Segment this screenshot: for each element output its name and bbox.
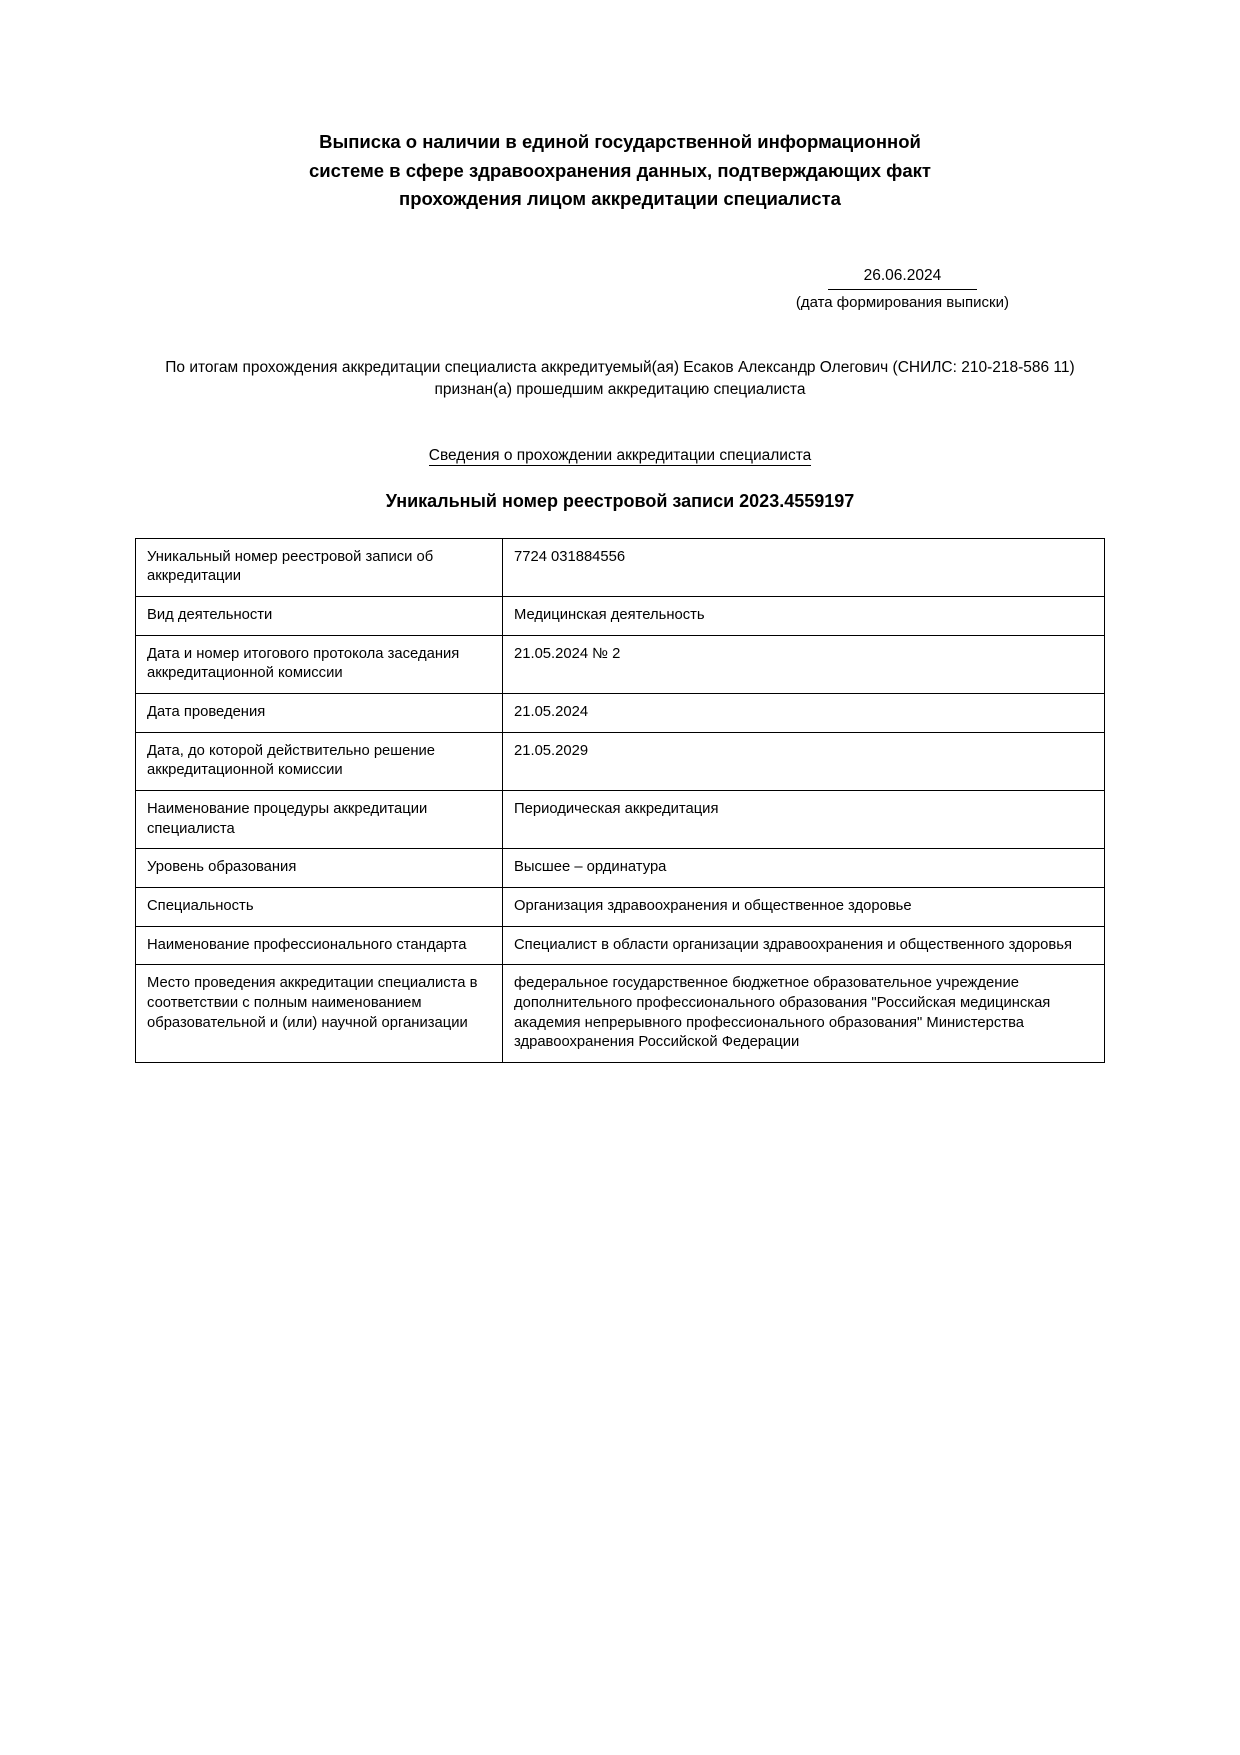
row-label: Наименование процедуры аккредитации специалиста (136, 790, 503, 848)
row-label: Наименование профессионального стандарта (136, 926, 503, 965)
row-value: Специалист в области организации здравоохранения и общественного здоровья (503, 926, 1105, 965)
intro-line-2: признан(а) прошедшим аккредитацию специалиста (434, 380, 806, 398)
row-label: Уровень образования (136, 849, 503, 888)
intro-line-1: По итогам прохождения аккредитации специалиста аккредитуемый(ая) Есаков Александр Олегович (СНИЛС: 210-218-586 11) (165, 359, 1075, 377)
form-date-caption: (дата формирования выписки) (795, 293, 1009, 311)
row-label: Вид деятельности (136, 596, 503, 635)
row-value: 7724 031884556 (503, 538, 1105, 596)
accreditation-details-table (135, 538, 1105, 1063)
row-value: Медицинская деятельность (503, 596, 1105, 635)
row-value: 21.05.2024 (503, 693, 1105, 732)
page-title-line-3: прохождения лицом аккредитации специалиста (399, 188, 841, 210)
row-value: Высшее – ординатура (503, 849, 1105, 888)
table-row (136, 596, 1105, 635)
row-label: Дата, до которой действительно решение аккредитационной комиссии (136, 732, 503, 790)
form-date-block (135, 266, 1105, 313)
row-value: Организация здравоохранения и общественное здоровье (503, 887, 1105, 926)
table-row (136, 693, 1105, 732)
table-row (136, 965, 1105, 1063)
table-row (136, 635, 1105, 693)
table-row (136, 790, 1105, 848)
row-label: Дата и номер итогового протокола заседания аккредитационной комиссии (136, 635, 503, 693)
row-value: 21.05.2024 № 2 (503, 635, 1105, 693)
table-row (136, 926, 1105, 965)
row-value: 21.05.2029 (503, 732, 1105, 790)
row-value: Периодическая аккредитация (503, 790, 1105, 848)
table-row (136, 538, 1105, 596)
row-label: Уникальный номер реестровой записи об аккредитации (136, 538, 503, 596)
row-label: Дата проведения (136, 693, 503, 732)
section-heading (135, 447, 1105, 465)
table-row (136, 887, 1105, 926)
row-value: федеральное государственное бюджетное образовательное учреждение дополнительного профессионального образования "Российская медицинская академия непрерывного профессионального образования" Министерства здравоохранения Российской Федерации (503, 965, 1105, 1063)
record-number-heading: Уникальный номер реестровой записи 2023.4559197 (385, 490, 855, 511)
section-heading-text: Сведения о прохождении аккредитации специалиста (428, 446, 812, 464)
table-row (136, 849, 1105, 888)
form-date-value: 26.06.2024 (828, 266, 978, 290)
page-title-line-1: Выписка о наличии в единой государственной информационной (319, 131, 921, 152)
page-title-line-2: системе в сфере здравоохранения данных, подтверждающих факт (309, 159, 931, 181)
table-row (136, 732, 1105, 790)
row-label: Специальность (136, 887, 503, 926)
page-title (270, 120, 970, 214)
intro-paragraph (135, 357, 1105, 400)
row-label: Место проведения аккредитации специалиста в соответствии с полным наименованием образовательной и (или) научной организации (136, 965, 503, 1063)
